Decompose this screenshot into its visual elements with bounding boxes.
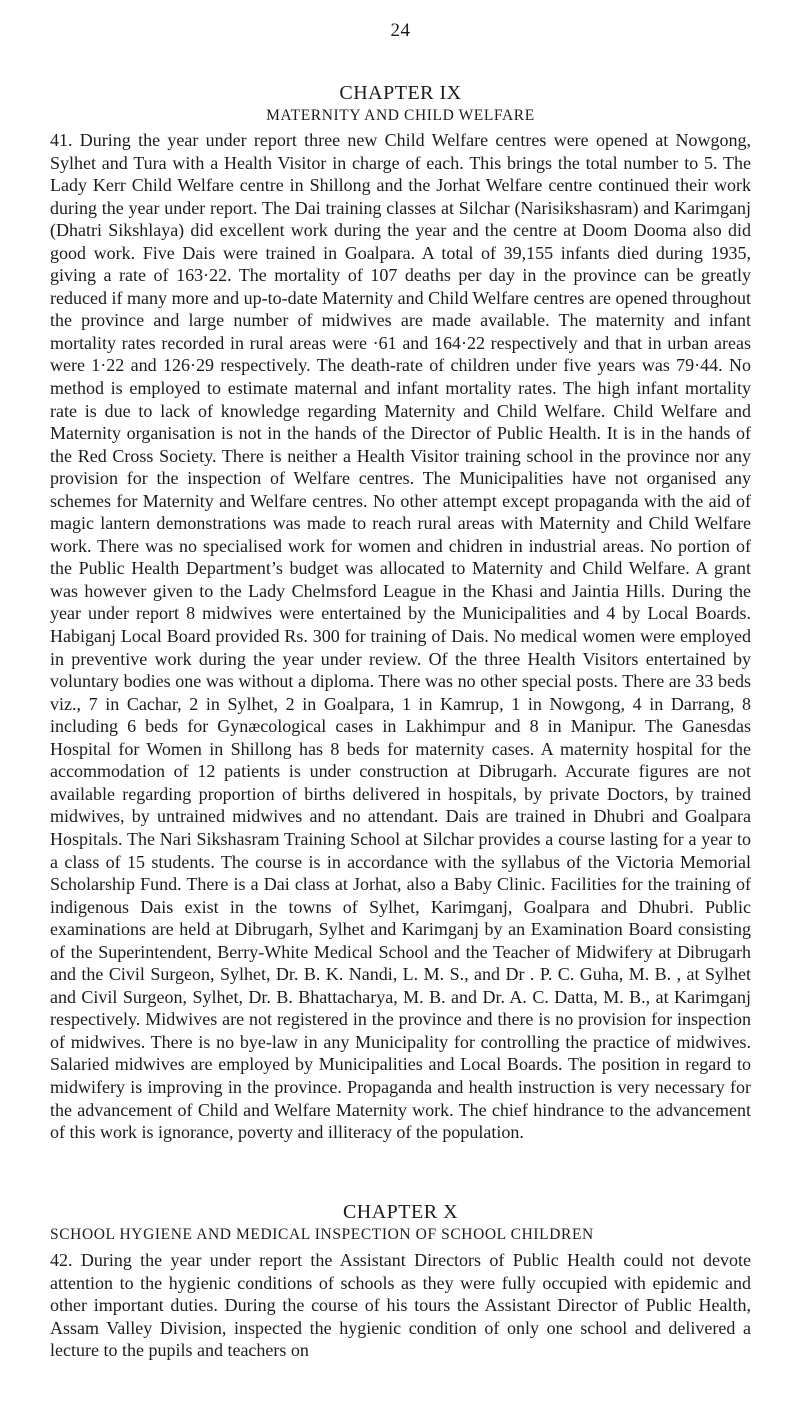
chapter-x-title: CHAPTER X <box>342 1201 459 1223</box>
paragraph-41: 41. During the year under report three new Child Welfare centres were opened at Nowgong, Sylhet and Tura with a Health Visitor in charge of each. This brings the total number to 5. The Lady Kerr Child Welfare centre in Shillong and the Jorhat Welfare centre continued their work during the year under report. The Dai training classes at Silchar (Narisikshasram) and Karimganj (Dhatri Sikshlaya) did excellent work during the year and the centre at Doom Dooma also did good work. Five Dais were trained in Goalpara. A total of 39,155 infants died during 1935, giving a rate of 163·22. The mortality of 107 deaths per day in the province can be greatly reduced if many more and up-to-date Maternity and Child Welfare centres are opened throughout the province and large number of midwives are made available. The maternity and infant mortality rates recorded in rural areas were ·61 and 164·22 respectively and that in urban areas were 1·22 and 126·29 respectively. The death-rate of children under five years was 79·44. No method is employed to estimate maternal and infant mortality rates. The high infant mortality rate is due to lack of knowledge regarding Maternity and Child Welfare. Child Welfare and Maternity organisation is not in the hands of the Director of Public Health. It is in the hands of the Red Cross Society. There is neither a Health Visitor training school in the province nor any provision for the inspection of Welfare centres. The Municipalities have not organised any schemes for Maternity and Welfare centres. No other attempt except propaganda with the aid of magic lantern demonstrations was made to reach rural areas with Maternity and Child Welfare work. There was no specialised work for women and chidren in industrial areas. No portion of the Public Health Department’s budget was allocated to Maternity and Child Welfare. A grant was however given to the Lady Chelmsford League in the Khasi and Jaintia Hills. During the year under report 8 midwives were entertained by the Municipalities and 4 by Local Boards. Habiganj Local Board provided Rs. 300 for training of Dais. No medical women were employed in preventive work during the year under review. Of the three Health Visitors entertained by voluntary bodies one was without a diploma. There was no other special posts. There are 33 beds viz., 7 in Cachar, 2 in Sylhet, 2 in Goalpara, 1 in Kamrup, 1 in Nowgong, 4 in Darrang, 8 including 6 beds for Gynæcological cases in Lakhimpur and 8 in Manipur. The Ganesdas Hospital for Women in Shillong has 8 beds for maternity cases. A maternity hospital for the accommodation of 12 patients is under construction at Dibrugarh. Accurate figures are not available regarding proportion of births delivered in hospitals, by private Doctors, by trained midwives, by untrained midwives and no attendant. Dais are trained in Dhubri and Goalpara Hospitals. The Nari Sikshasram Training School at Silchar provides a course lasting for a year to a class of 15 students. The course is in accordance with the syllabus of the Victoria Memorial Scholarship Fund. There is a Dai class at Jorhat, also a Baby Clinic. Facilities for the training of indigenous Dais exist in the towns of Sylhet, Karimganj, Goalpara and Dhubri. Public examinations are held at Dibrugarh, Sylhet and Karimganj by an Examination Board consisting of the Superintendent, Berry-White Medical School and the Teacher of Midwifery at Dibrugarh and the Civil Surgeon, Sylhet, Dr. B. K. Nandi, L. M. S., and Dr . P. C. Guha, M. B. , at Sylhet and Civil Surgeon, Sylhet, Dr. B. Bhattacharya, M. B. and Dr. A. C. Datta, M. B., at Karimganj respectively. Midwives are not registered in the province and there is no provision for inspection of midwives. There is no bye-law in any Municipality for controlling the practice of midwives. Salaried midwives are employed by Municipalities and Local Boards. The position in regard to midwifery is improving in the province. Propaganda and health instruction is very necessary for the advancement of Child and Welfare Maternity work. The chief hindrance to the advancement of this work is ignorance, poverty and illiteracy of the population. <box>50 130 751 1143</box>
chapter-x-subtitle: SCHOOL HYGIENE AND MEDICAL INSPECTION OF SCHOOL CHILDREN <box>50 1226 594 1243</box>
chapter-ix-subtitle: MATERNITY AND CHILD WELFARE <box>266 107 535 124</box>
paragraph-42: 42. During the year under report the Assistant Directors of Public Health could not devote attention to the hygienic conditions of schools as they were fully occupied with epidemic and other important duties. During the course of his tours the Assistant Director of Public Health, Assam Valley Division, inspected the hygienic condition of only one school and delivered a lecture to the pupils and teachers on <box>50 1250 751 1361</box>
chapter-ix-title: CHAPTER IX <box>339 82 462 104</box>
page-number: 24 <box>390 20 411 41</box>
